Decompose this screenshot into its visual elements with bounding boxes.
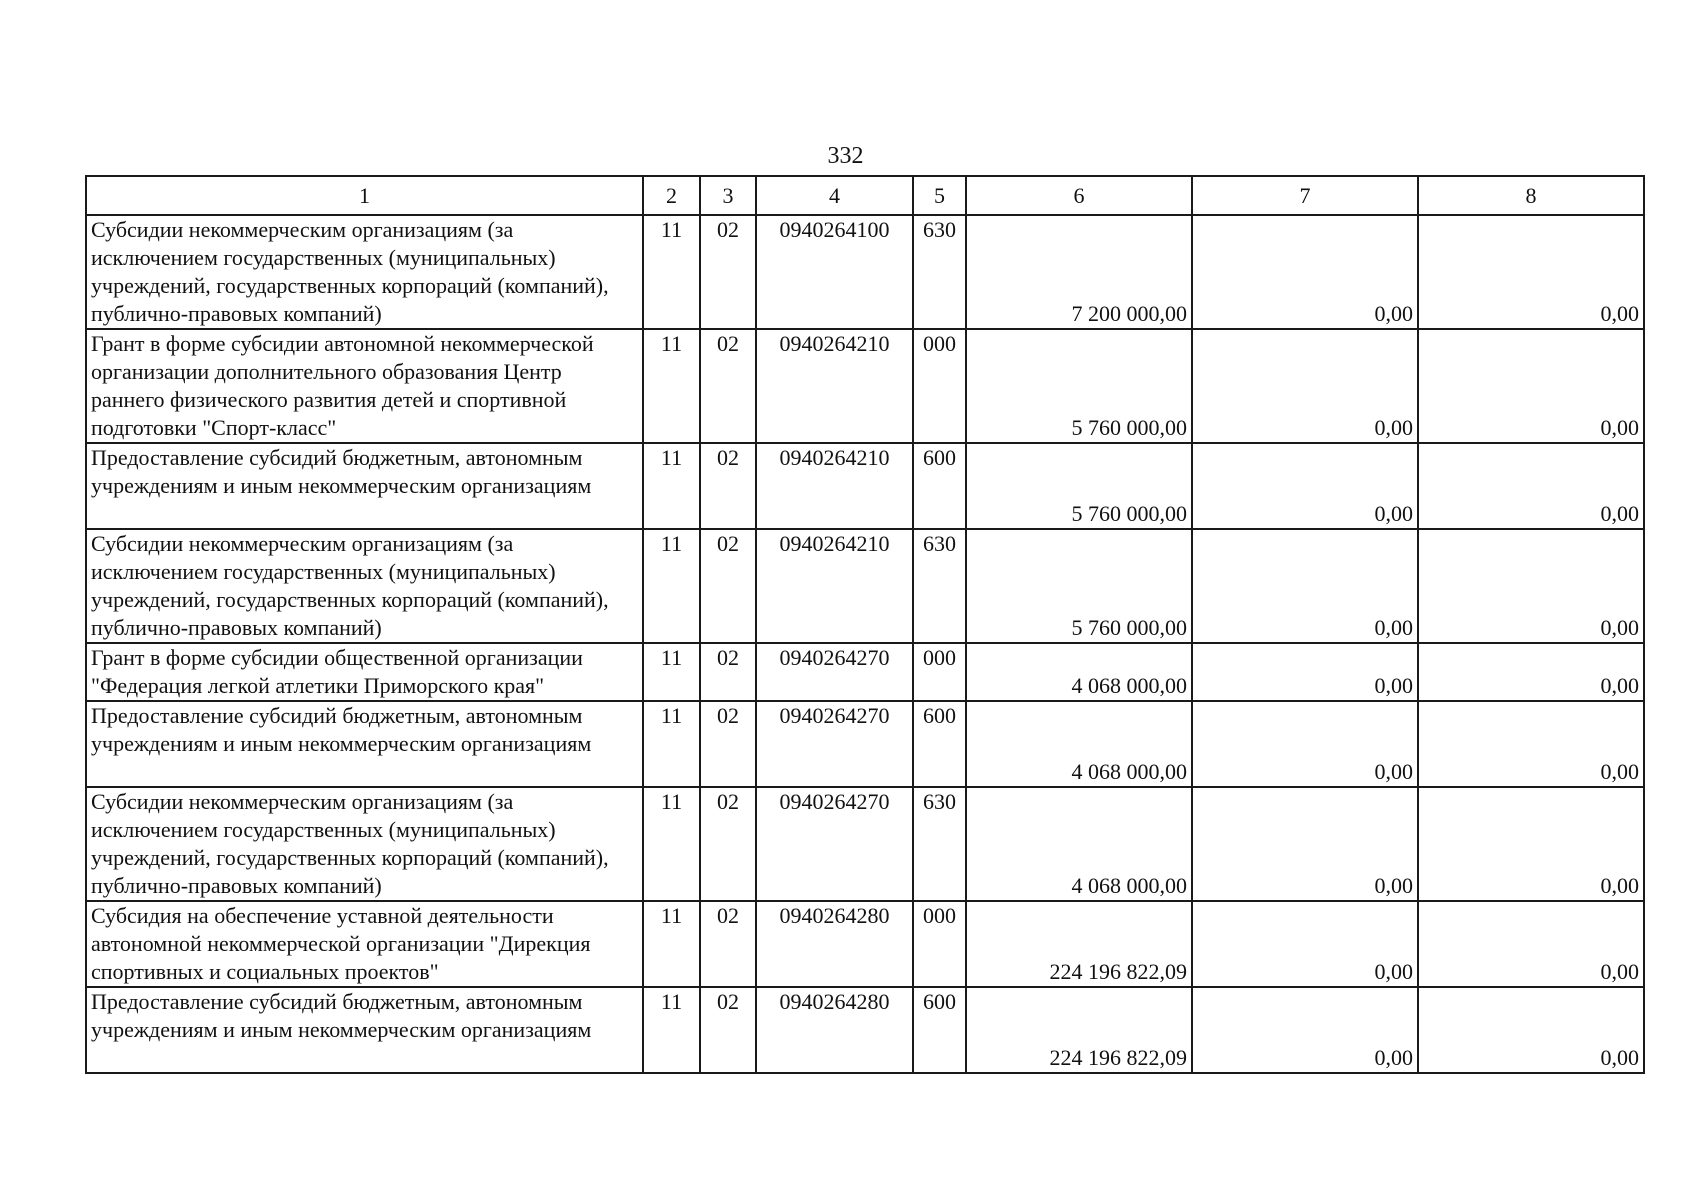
subsection-code: 02	[700, 701, 756, 787]
target-article-code: 0940264270	[756, 643, 913, 701]
amount-column-6: 7 200 000,00	[966, 215, 1192, 329]
section-code: 11	[643, 329, 700, 443]
target-article-code: 0940264210	[756, 443, 913, 529]
row-description: Предоставление субсидий бюджетным, автономным учреждениям и иным некоммерческим организациям	[86, 987, 643, 1073]
column-header-3: 3	[700, 176, 756, 215]
row-description: Субсидии некоммерческим организациям (за исключением государственных (муниципальных) учреждений, государственных корпораций (компаний), публично-правовых компаний)	[86, 529, 643, 643]
amount-column-6: 5 760 000,00	[966, 529, 1192, 643]
subsection-code: 02	[700, 215, 756, 329]
expense-type-code: 000	[913, 901, 966, 987]
amount-column-7: 0,00	[1192, 529, 1418, 643]
table-row	[86, 529, 1644, 643]
amount-column-7: 0,00	[1192, 329, 1418, 443]
budget-table	[85, 175, 1645, 1074]
amount-column-8: 0,00	[1418, 901, 1644, 987]
expense-type-code: 000	[913, 329, 966, 443]
column-header-8: 8	[1418, 176, 1644, 215]
row-description: Субсидии некоммерческим организациям (за исключением государственных (муниципальных) учреждений, государственных корпораций (компаний), публично-правовых компаний)	[86, 215, 643, 329]
target-article-code: 0940264280	[756, 901, 913, 987]
amount-column-7: 0,00	[1192, 787, 1418, 901]
column-header-2: 2	[643, 176, 700, 215]
amount-column-7: 0,00	[1192, 701, 1418, 787]
table-row	[86, 701, 1644, 787]
table-row	[86, 643, 1644, 701]
amount-column-6: 4 068 000,00	[966, 643, 1192, 701]
expense-type-code: 000	[913, 643, 966, 701]
subsection-code: 02	[700, 329, 756, 443]
column-header-1: 1	[86, 176, 643, 215]
table-row	[86, 329, 1644, 443]
row-description: Предоставление субсидий бюджетным, автономным учреждениям и иным некоммерческим организациям	[86, 443, 643, 529]
section-code: 11	[643, 701, 700, 787]
amount-column-7: 0,00	[1192, 987, 1418, 1073]
subsection-code: 02	[700, 443, 756, 529]
amount-column-6: 5 760 000,00	[966, 329, 1192, 443]
row-description: Субсидия на обеспечение уставной деятельности автономной некоммерческой организации "Дирекция спортивных и социальных проектов"	[86, 901, 643, 987]
amount-column-7: 0,00	[1192, 643, 1418, 701]
table-row	[86, 901, 1644, 987]
target-article-code: 0940264210	[756, 329, 913, 443]
table-row	[86, 987, 1644, 1073]
amount-column-8: 0,00	[1418, 787, 1644, 901]
amount-column-8: 0,00	[1418, 329, 1644, 443]
column-header-5: 5	[913, 176, 966, 215]
expense-type-code: 630	[913, 787, 966, 901]
amount-column-6: 4 068 000,00	[966, 701, 1192, 787]
amount-column-8: 0,00	[1418, 443, 1644, 529]
expense-type-code: 600	[913, 443, 966, 529]
expense-type-code: 600	[913, 701, 966, 787]
section-code: 11	[643, 643, 700, 701]
column-header-6: 6	[966, 176, 1192, 215]
table-row	[86, 215, 1644, 329]
amount-column-7: 0,00	[1192, 443, 1418, 529]
amount-column-8: 0,00	[1418, 643, 1644, 701]
section-code: 11	[643, 987, 700, 1073]
target-article-code: 0940264270	[756, 787, 913, 901]
section-code: 11	[643, 215, 700, 329]
section-code: 11	[643, 787, 700, 901]
column-header-4: 4	[756, 176, 913, 215]
amount-column-7: 0,00	[1192, 215, 1418, 329]
subsection-code: 02	[700, 987, 756, 1073]
target-article-code: 0940264280	[756, 987, 913, 1073]
amount-column-8: 0,00	[1418, 701, 1644, 787]
expense-type-code: 630	[913, 215, 966, 329]
expense-type-code: 600	[913, 987, 966, 1073]
subsection-code: 02	[700, 787, 756, 901]
section-code: 11	[643, 901, 700, 987]
page-number: 332	[827, 143, 864, 169]
section-code: 11	[643, 529, 700, 643]
amount-column-6: 5 760 000,00	[966, 443, 1192, 529]
target-article-code: 0940264210	[756, 529, 913, 643]
column-header-7: 7	[1192, 176, 1418, 215]
subsection-code: 02	[700, 643, 756, 701]
section-code: 11	[643, 443, 700, 529]
amount-column-8: 0,00	[1418, 529, 1644, 643]
row-description: Грант в форме субсидии общественной организации "Федерация легкой атлетики Приморского края"	[86, 643, 643, 701]
subsection-code: 02	[700, 529, 756, 643]
amount-column-8: 0,00	[1418, 987, 1644, 1073]
amount-column-6: 224 196 822,09	[966, 987, 1192, 1073]
table-row	[86, 443, 1644, 529]
row-description: Грант в форме субсидии автономной некоммерческой организации дополнительного образования Центр раннего физического развития детей и спортивной подготовки "Спорт-класс"	[86, 329, 643, 443]
row-description: Субсидии некоммерческим организациям (за исключением государственных (муниципальных) учреждений, государственных корпораций (компаний), публично-правовых компаний)	[86, 787, 643, 901]
table-row	[86, 787, 1644, 901]
target-article-code: 0940264100	[756, 215, 913, 329]
amount-column-7: 0,00	[1192, 901, 1418, 987]
subsection-code: 02	[700, 901, 756, 987]
amount-column-6: 4 068 000,00	[966, 787, 1192, 901]
target-article-code: 0940264270	[756, 701, 913, 787]
header-row	[86, 176, 1644, 215]
amount-column-8: 0,00	[1418, 215, 1644, 329]
row-description: Предоставление субсидий бюджетным, автономным учреждениям и иным некоммерческим организациям	[86, 701, 643, 787]
amount-column-6: 224 196 822,09	[966, 901, 1192, 987]
expense-type-code: 630	[913, 529, 966, 643]
